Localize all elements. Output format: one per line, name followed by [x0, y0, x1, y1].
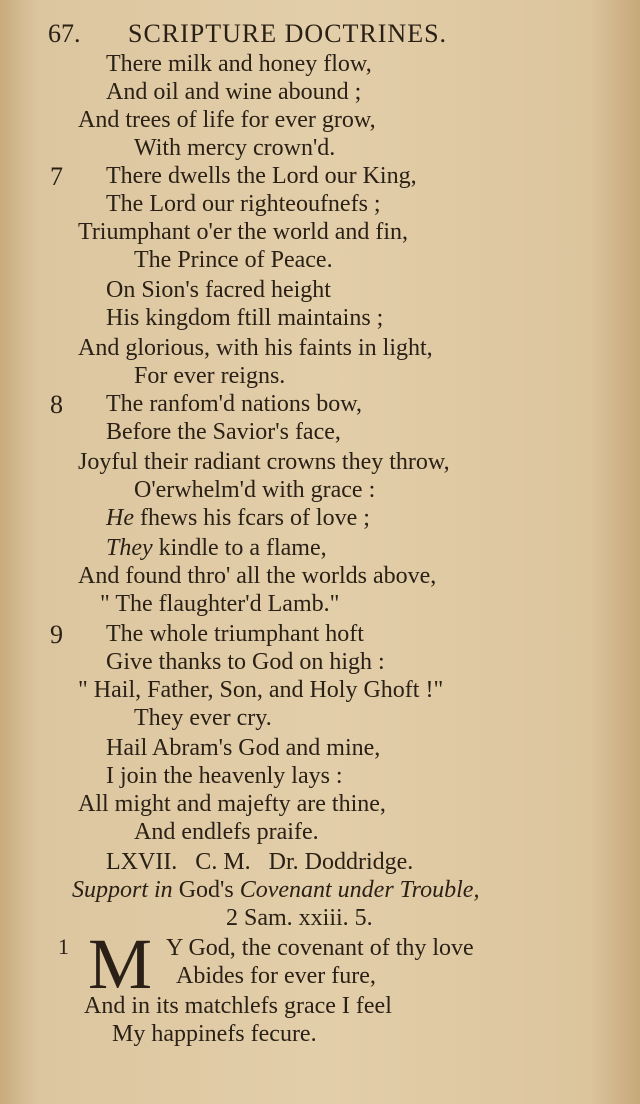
verse-line: They ever cry.: [134, 705, 272, 731]
verse-line: Triumphant o'er the world and fin,: [78, 219, 409, 245]
hymn-subtitle: Support in God's Covenant under Trouble,: [72, 877, 480, 903]
verse-line: And oil and wine abound ;: [106, 79, 362, 105]
page-number: 67.: [48, 19, 81, 48]
stanza-number: 1: [58, 934, 69, 959]
verse-line: His kingdom ftill maintains ;: [106, 305, 384, 331]
stanza-number: 8: [50, 390, 63, 419]
scripture-reference: 2 Sam. xxiii. 5.: [226, 905, 373, 931]
verse-line: And endlefs praife.: [134, 819, 319, 845]
verse-line: My happinefs fecure.: [112, 1021, 317, 1047]
verse-line: And in its matchlefs grace I feel: [84, 993, 392, 1019]
stanza-number: 9: [50, 620, 63, 649]
verse-line: On Sion's facred height: [106, 277, 331, 303]
verse-line: The Prince of Peace.: [134, 247, 333, 273]
verse-line: And found thro' all the worlds above,: [78, 563, 437, 589]
verse-line: Joyful their radiant crowns they throw,: [78, 449, 450, 475]
stanza-number: 7: [50, 162, 63, 191]
verse-line: The ranfom'd nations bow,: [106, 391, 363, 417]
verse-line: [106, 504, 370, 532]
verse-line: And glorious, with his faints in light,: [78, 335, 433, 361]
verse-line: For ever reigns.: [134, 363, 286, 389]
verse-line: Give thanks to God on high :: [106, 649, 385, 675]
verse-text: fhews his fcars of love ;: [133, 505, 370, 531]
verse-line: Hail Abram's God and mine,: [106, 735, 381, 761]
verse-line: [106, 534, 327, 562]
verse-line: Abides for ever fure,: [176, 963, 376, 989]
verse-line: O'erwhelm'd with grace :: [134, 477, 376, 503]
italic-word: They: [106, 535, 153, 561]
verse-line: The Lord our righteoufnefs ;: [106, 191, 381, 217]
verse-line: " The flaughter'd Lamb.": [100, 591, 340, 617]
verse-line: " Hail, Father, Son, and Holy Ghoft !": [78, 677, 444, 703]
verse-line: Y God, the covenant of thy love: [166, 935, 474, 961]
verse-line: I join the heavenly lays :: [106, 763, 343, 789]
italic-word: He: [106, 505, 134, 531]
verse-line: All might and majefty are thine,: [78, 791, 386, 817]
verse-line: There dwells the Lord our King,: [106, 163, 417, 189]
hymn-heading: LXVII. C. M. Dr. Doddridge.: [106, 849, 414, 875]
drop-cap: M: [88, 924, 153, 1004]
verse-line: Before the Savior's face,: [106, 419, 341, 445]
verse-line: With mercy crown'd.: [134, 135, 336, 161]
verse-line: The whole triumphant hoft: [106, 621, 364, 647]
verse-text: kindle to a flame,: [152, 535, 327, 561]
running-title: SCRIPTURE DOCTRINES.: [128, 19, 448, 48]
verse-line: And trees of life for ever grow,: [78, 107, 376, 133]
verse-line: There milk and honey flow,: [106, 51, 372, 77]
